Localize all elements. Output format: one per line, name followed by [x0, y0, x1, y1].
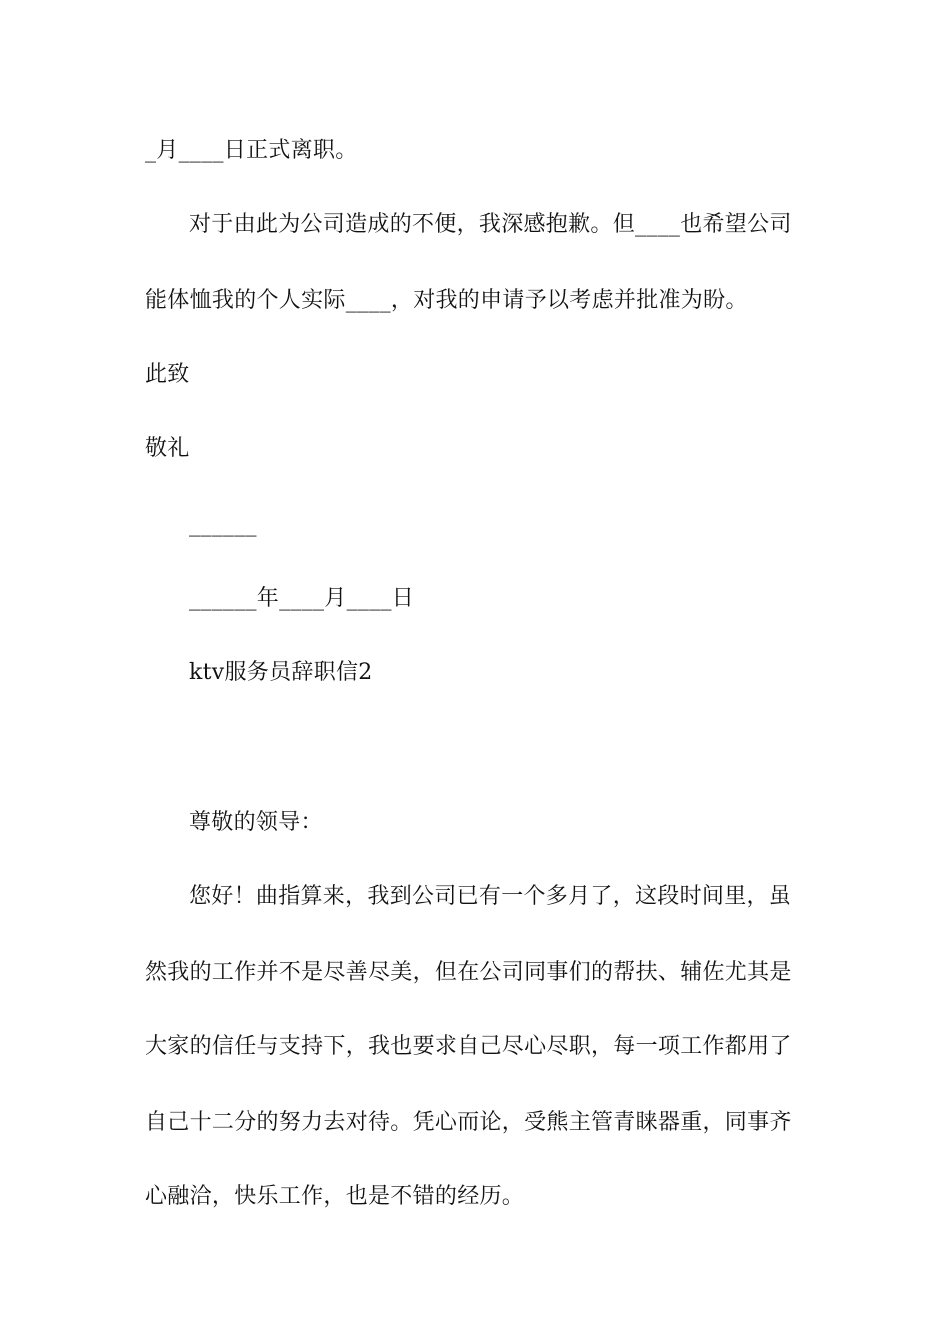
- text-line-11: 然我的工作并不是尽善尽美，但在公司同事们的帮扶、辅佐尤其是: [145, 960, 792, 985]
- text-line-10: 您好！曲指算来，我到公司已有一个多月了，这段时间里，虽: [189, 884, 792, 909]
- closing-line: 此致: [145, 362, 190, 387]
- text-line-14: 心融洽，快乐工作，也是不错的经历。: [145, 1184, 525, 1209]
- text-line-12: 大家的信任与支持下，我也要求自己尽心尽职，每一项工作都用了: [145, 1034, 792, 1059]
- text-line-2: 对于由此为公司造成的不便，我深感抱歉。但____也希望公司: [189, 212, 792, 237]
- text-line-3: 能体恤我的个人实际____，对我的申请予以考虑并批准为盼。: [145, 288, 748, 313]
- section-title: ktv服务员辞职信2: [189, 660, 373, 685]
- text-line-13: 自己十二分的努力去对待。凭心而论，受熊主管青睐器重，同事齐: [145, 1110, 792, 1135]
- greeting-line: 尊敬的领导：: [189, 810, 323, 835]
- signature-blank: ______: [189, 512, 257, 537]
- date-line: ______年____月____日: [189, 586, 415, 611]
- text-line-1: _月____日正式离职。: [145, 138, 358, 163]
- salutation-line: 敬礼: [145, 436, 190, 461]
